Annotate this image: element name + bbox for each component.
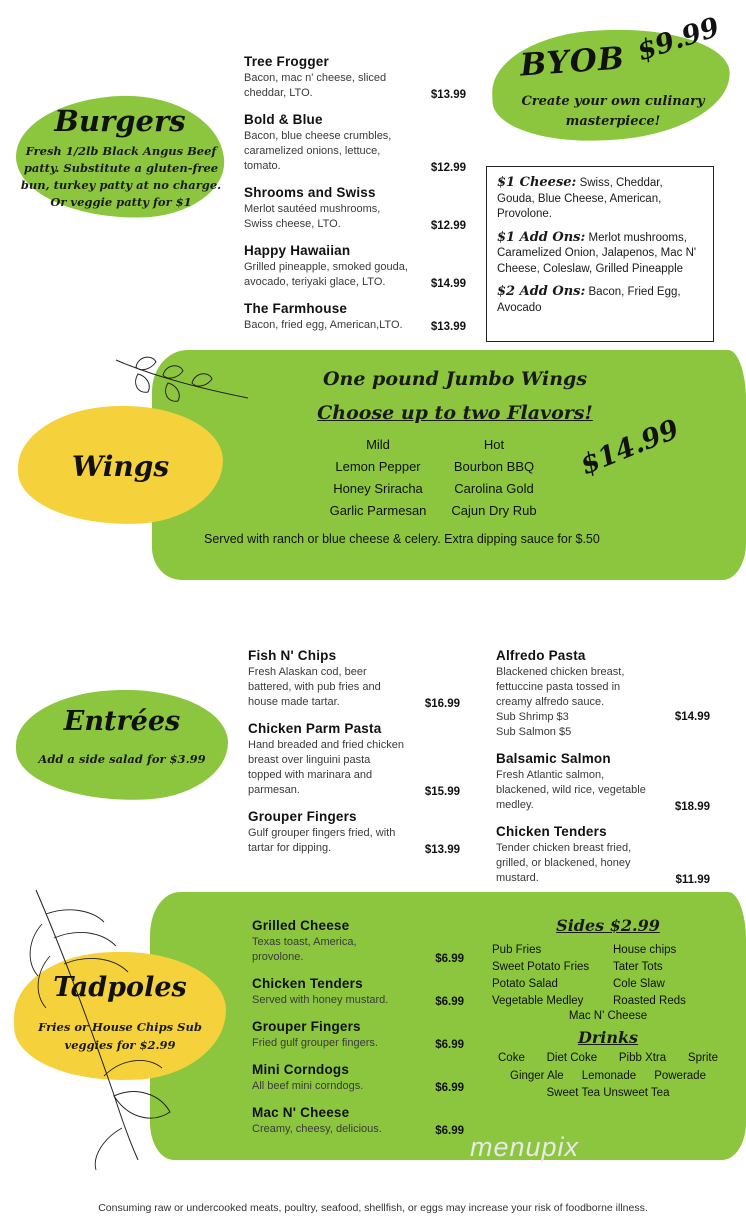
item-name: Chicken Tenders [252,976,363,991]
item-price: $13.99 [424,844,460,856]
byob-subtitle: Create your own culinary masterpiece! [521,94,705,129]
drink-item: Powerade [654,1070,706,1082]
item-name: Mac N' Cheese [252,1105,350,1120]
item-price: $6.99 [435,1082,464,1094]
addon-row [497,284,703,316]
item-price: $6.99 [435,1125,464,1137]
addon-text: Merlot mushrooms, Caramelized Onion, Jalapenos, Mac N' Cheese, Coleslaw, Grilled Pineapple [497,231,697,275]
menu-item [248,648,460,710]
item-desc: Bacon, blue cheese crumbles, caramelized onions, lettuce, tomato. [244,130,392,172]
item-name: Tree Frogger [244,54,329,69]
section-title-tadpoles: Tadpoles [53,972,187,1003]
item-desc: Blackened chicken breast, fettuccine pasta tossed in creamy alfredo sauce. [496,666,625,708]
item-name: The Farmhouse [244,301,348,316]
item-name: Grouper Fingers [252,1019,361,1034]
item-desc: Fresh Atlantic salmon, blackened, wild rice, vegetable medley. [496,769,646,811]
burgers-item-list [244,54,466,344]
item-name: Happy Hawaiian [244,243,351,258]
side-item: House chips [613,944,677,956]
item-desc: Tender chicken breast fried, grilled, or blackened, honey mustard. [496,842,632,884]
menu-item [244,185,466,232]
item-price: $13.99 [430,321,466,333]
menu-item [244,54,466,101]
item-name: Chicken Parm Pasta [248,721,382,736]
item-name: Alfredo Pasta [496,648,586,663]
menu-item [248,809,460,856]
item-desc: Served with honey mustard. [252,994,389,1006]
menu-item [252,1019,464,1051]
item-desc: Creamy, cheesy, delicious. [252,1123,382,1135]
item-name: Grilled Cheese [252,918,350,933]
addon-lead: $1 Add Ons: [497,229,586,245]
addon-text: Swiss, Cheddar, Gouda, Blue Cheese, American, Provolone. [497,177,663,220]
item-price: $12.99 [430,162,466,174]
item-name: Bold & Blue [244,112,323,127]
wings-heading-2: Choose up to two Flavors! [317,402,593,424]
side-item: Potato Salad [492,978,558,990]
addon-lead: $1 Cheese: [497,175,577,190]
entrees-item-list-2 [496,648,710,897]
wings-flavor: Carolina Gold [454,481,534,496]
item-price: $14.99 [430,278,466,290]
wings-note: Served with ranch or blue cheese & celery. Extra dipping sauce for $.50 [204,532,600,546]
menu-item [252,1062,464,1094]
item-name: Shrooms and Swiss [244,185,376,200]
drink-item: Ginger Ale [510,1070,564,1082]
entrees-subtitle: Add a side salad for $3.99 [38,752,206,766]
wings-flavor-column-2 [432,434,556,522]
section-title-burgers: Burgers [54,104,186,138]
wings-flavor: Cajun Dry Rub [451,503,537,518]
watermark: menupix [470,1132,580,1162]
byob-title: BYOB [518,40,627,84]
menu-item [244,112,466,174]
wings-flavor: Hot [483,437,505,452]
addon-text: Bacon, Fried Egg, Avocado [497,286,681,314]
item-price: $6.99 [435,996,464,1008]
menu-item [496,824,710,886]
section-title-wings: Wings [71,450,170,483]
side-item: Cole Slaw [613,978,665,990]
side-item: Pub Fries [492,944,542,956]
item-desc: Texas toast, America, provolone. [252,936,357,963]
drink-item: Lemonade [581,1070,637,1082]
item-desc: Hand breaded and fried chicken breast over linguini pasta topped with marinara and parmesan. [248,739,404,796]
item-desc: Merlot sautéed mushrooms, Swiss cheese, LTO. [244,203,381,230]
item-price: $12.99 [430,220,466,232]
wings-flavor: Garlic Parmesan [329,503,427,518]
item-price: $15.99 [424,786,460,798]
item-price: $13.99 [430,89,466,101]
wings-flavor: Bourbon BBQ [453,459,535,474]
item-desc: Fried gulf grouper fingers. [252,1037,378,1049]
footer-disclaimer: Consuming raw or undercooked meats, poultry, seafood, shellfish, or eggs may increase your risk of foodborne illness. [98,1202,648,1214]
sides-column-2 [613,942,724,1010]
item-desc: Bacon, fried egg, American,LTO. [244,319,403,331]
addon-row [497,230,703,278]
item-name: Balsamic Salmon [496,751,611,766]
menu-item [496,648,710,740]
item-sub-option: Sub Shrimp $3 [496,711,569,723]
wings-flavor: Mild [366,437,390,452]
side-item: Tater Tots [613,961,663,973]
tadpoles-subtitle: Fries or House Chips Sub veggies for $2.99 [38,1020,202,1052]
menu-item [248,721,460,798]
addon-row [497,175,703,223]
item-price: $14.99 [674,711,710,723]
sides-title: Sides $2.99 [556,916,660,935]
drinks-title: Drinks [577,1028,639,1047]
byob-addons-box [486,166,714,342]
sides-grid [492,942,724,1010]
entrees-item-list-1 [248,648,460,867]
drink-item: Coke [498,1052,525,1064]
menu-item [244,301,466,333]
section-title-entrees: Entrées [63,706,181,737]
item-price: $6.99 [435,953,464,965]
tadpoles-item-list [252,918,464,1148]
drinks-row-3: Sweet Tea Unsweet Tea [546,1087,670,1099]
item-desc: Bacon, mac n' cheese, sliced cheddar, LTO. [244,72,387,99]
drinks-row-2 [488,1070,728,1082]
item-desc: Grilled pineapple, smoked gouda, avocado, teriyaki glace, LTO. [244,261,408,288]
item-price: $11.99 [675,874,710,886]
wings-heading-1: One pound Jumbo Wings [322,368,588,390]
side-item: Vegetable Medley [492,995,584,1007]
menu-item [252,1105,464,1137]
sides-column-1 [492,942,603,1010]
side-item-mac-n-cheese: Mac N' Cheese [568,1010,648,1022]
leaf-branch-icon [108,352,258,412]
drink-item: Sprite [687,1052,718,1064]
item-desc: All beef mini corndogs. [252,1080,364,1092]
item-price: $6.99 [435,1039,464,1051]
menu-item [252,976,464,1008]
addon-lead: $2 Add Ons: [497,284,586,299]
item-desc: Fresh Alaskan cod, beer battered, with pub fries and house made tartar. [248,666,381,708]
side-item: Sweet Potato Fries [492,961,590,973]
item-desc: Gulf grouper fingers fried, with tartar for dipping. [248,827,396,854]
burgers-subtitle: Fresh 1/2lb Black Angus Beef patty. Substitute a gluten-free bun, turkey patty at no charge. Or veggie patty for $1 [20,144,222,209]
menu-item [496,751,710,813]
menu-item [252,918,464,965]
item-price: $18.99 [674,801,710,813]
drinks-row-1 [488,1052,728,1064]
drink-item: Pibb Xtra [618,1052,667,1064]
item-name: Chicken Tenders [496,824,607,839]
wings-price: $14.99 [575,413,684,482]
wings-flavor: Honey Sriracha [333,481,423,496]
item-sub-option: Sub Salmon $5 [496,726,572,738]
drink-item: Diet Coke [546,1052,598,1064]
item-name: Fish N' Chips [248,648,337,663]
wings-flavor-column-1 [316,434,440,522]
menu-item [244,243,466,290]
item-name: Grouper Fingers [248,809,357,824]
side-item: Roasted Reds [613,995,686,1007]
wings-flavor: Lemon Pepper [335,459,421,474]
item-price: $16.99 [424,698,460,710]
item-name: Mini Corndogs [252,1062,350,1077]
byob-price: $9.99 [633,11,724,68]
